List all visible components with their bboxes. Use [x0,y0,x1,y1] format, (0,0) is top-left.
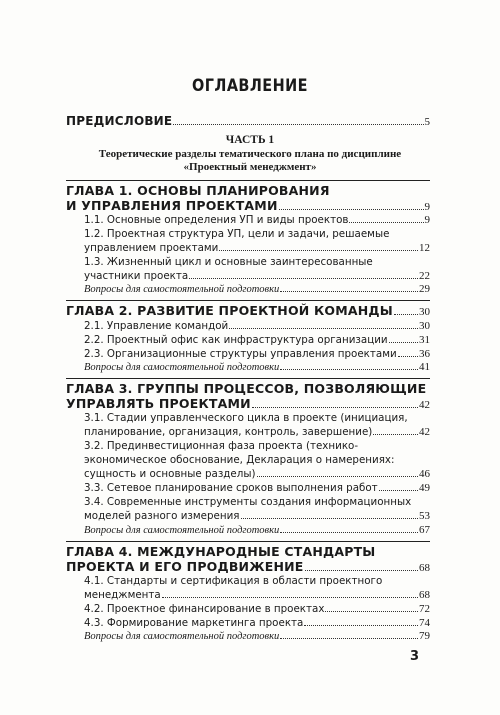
dot-leader [394,313,418,315]
section-1-2-page: 12 [419,242,430,254]
part-description-line2: «Проектный менеджмент» [183,161,317,173]
chapter4-questions-title: Вопросы для самостоятельной подготовки [84,631,280,642]
toc-entry-chapter4[interactable] [66,559,430,574]
section-3-4-title-line2: моделей разного измерения [84,510,240,522]
section-4-1-title-line2: менеджмента [84,589,161,601]
toc-entry-chapter1[interactable] [66,198,430,213]
section-3-2-title-line2: экономическое обоснование, Декларация о намерениях: [84,454,395,466]
dot-leader [257,475,419,477]
section-4-3-title: 4.3. Формирование маркетинга проекта [84,617,304,629]
section-3-2-title-line3: сущность и основные разделы) [84,468,256,480]
toc-entry-1-2[interactable] [84,242,430,254]
dot-leader [229,327,418,329]
toc-entry-3-2[interactable] [84,468,430,480]
chapter3-questions-page: 67 [419,524,430,536]
toc-entry-1-1[interactable] [84,214,430,226]
section-1-2-title-line1: 1.2. Проектная структура УП, цели и задачи, решаемые [84,228,390,240]
toc-entry-3-4[interactable] [84,510,430,522]
dot-leader [162,596,418,598]
toc-entry-4-1[interactable] [84,589,430,601]
section-3-2-title-line1: 3.2. Прединвестиционная фаза проекта (технико- [84,440,359,452]
dot-leader [241,517,419,519]
chapter4-questions-page: 79 [419,630,430,642]
chapter2-page: 30 [419,306,430,318]
divider [66,378,430,379]
toc-entry-chapter3[interactable] [66,396,430,411]
section-3-4-title-line1: 3.4. Современные инструменты создания информационных [84,496,412,508]
toc-entry-3-3[interactable] [84,482,430,494]
section-1-3-page: 22 [419,270,430,282]
section-2-2-title: 2.2. Проектный офис как инфраструктура организации [84,334,388,346]
chapter4-title-line2: ПРОЕКТА И ЕГО ПРОДВИЖЕНИЕ [66,559,304,574]
section-2-2-page: 31 [419,334,430,346]
dot-leader [173,123,423,125]
section-4-1-page: 68 [419,589,430,601]
section-1-1-title: 1.1. Основные определения УП и виды проектов [84,214,349,226]
toc-entry-2-2[interactable] [84,334,430,346]
chapter1-title-line2: И УПРАВЛЕНИЯ ПРОЕКТАМИ [66,198,278,213]
section-2-3-title: 2.3. Организационные структуры управления проектами [84,348,397,360]
dot-leader [280,637,418,639]
toc-entry-chapter1-questions[interactable] [84,283,430,295]
chapter1-title-line1: ГЛАВА 1. ОСНОВЫ ПЛАНИРОВАНИЯ [66,183,330,198]
section-1-3-title-line1: 1.3. Жизненный цикл и основные заинтересованные [84,256,373,268]
toc-entry-chapter2[interactable] [66,303,430,318]
chapter1-page: 9 [424,201,430,213]
toc-entry-4-3[interactable] [84,617,430,629]
section-4-3-page: 74 [419,617,430,629]
dot-leader [252,406,418,408]
preface-label: ПРЕДИСЛОВИЕ [66,114,173,128]
preface-page: 5 [424,116,430,128]
part-description-line1: Теоретические разделы тематического плана по дисциплине [98,148,402,160]
dot-leader [279,208,424,210]
toc-entry-chapter4-questions[interactable] [84,630,430,642]
dot-leader [325,610,418,612]
dot-leader [280,531,418,533]
dot-leader [304,624,418,626]
dot-leader [219,249,418,251]
toc-entry-preface[interactable] [66,114,430,128]
section-3-2-page: 46 [419,468,430,480]
page-number: 3 [410,649,420,664]
part-label: ЧАСТЬ 1 [225,134,275,146]
chapter2-questions-title: Вопросы для самостоятельной подготовки [84,362,280,373]
chapter1-questions-title: Вопросы для самостоятельной подготовки [84,284,280,295]
dot-leader [398,355,418,357]
section-2-1-page: 30 [419,320,430,332]
section-3-1-title-line2: планирование, организация, контроль, завершение) [84,426,373,438]
chapter2-title: ГЛАВА 2. РАЗВИТИЕ ПРОЕКТНОЙ КОМАНДЫ [66,303,393,318]
section-3-1-title-line1: 3.1. Стадии управленческого цикла в проекте (инициация, [84,412,408,424]
section-1-3-title-line2: участники проекта [84,270,189,282]
section-3-3-page: 49 [419,482,430,494]
dot-leader [349,221,423,223]
toc-entry-2-3[interactable] [84,348,430,360]
toc-entry-3-1[interactable] [84,426,430,438]
dot-leader [280,368,418,370]
divider [66,541,430,542]
chapter4-page: 68 [419,562,430,574]
section-2-1-title: 2.1. Управление командой [84,320,229,332]
toc-entry-4-2[interactable] [84,603,430,615]
divider [66,180,430,181]
chapter1-questions-page: 29 [419,283,430,295]
toc-entry-chapter2-questions[interactable] [84,361,430,373]
dot-leader [389,341,418,343]
divider [66,300,430,301]
section-4-1-title-line1: 4.1. Стандарты и сертификация в области проектного [84,575,383,587]
chapter4-title-line1: ГЛАВА 4. МЕЖДУНАРОДНЫЕ СТАНДАРТЫ [66,544,376,559]
chapter3-page: 42 [419,399,430,411]
toc-entry-2-1[interactable] [84,320,430,332]
section-3-4-page: 53 [419,510,430,522]
section-2-3-page: 36 [419,348,430,360]
toc-entry-chapter3-questions[interactable] [84,524,430,536]
toc-entry-1-3[interactable] [84,270,430,282]
dot-leader [379,489,418,491]
chapter3-title-line1: ГЛАВА 3. ГРУППЫ ПРОЦЕССОВ, ПОЗВОЛЯЮЩИЕ [66,381,427,396]
section-4-2-page: 72 [419,603,430,615]
section-1-2-title-line2: управлением проектами [84,242,219,254]
chapter2-questions-page: 41 [419,361,430,373]
chapter3-title-line2: УПРАВЛЯТЬ ПРОЕКТАМИ [66,396,251,411]
section-4-2-title: 4.2. Проектное финансирование в проектах [84,603,325,615]
section-3-3-title: 3.3. Сетевое планирование сроков выполнения работ [84,482,378,494]
page-title: ОГЛАВЛЕНИЕ [192,76,308,96]
section-3-1-page: 42 [419,426,430,438]
dot-leader [305,569,418,571]
dot-leader [373,433,418,435]
dot-leader [189,277,418,279]
chapter3-questions-title: Вопросы для самостоятельной подготовки [84,525,280,536]
section-1-1-page: 9 [424,214,430,226]
dot-leader [280,290,418,292]
